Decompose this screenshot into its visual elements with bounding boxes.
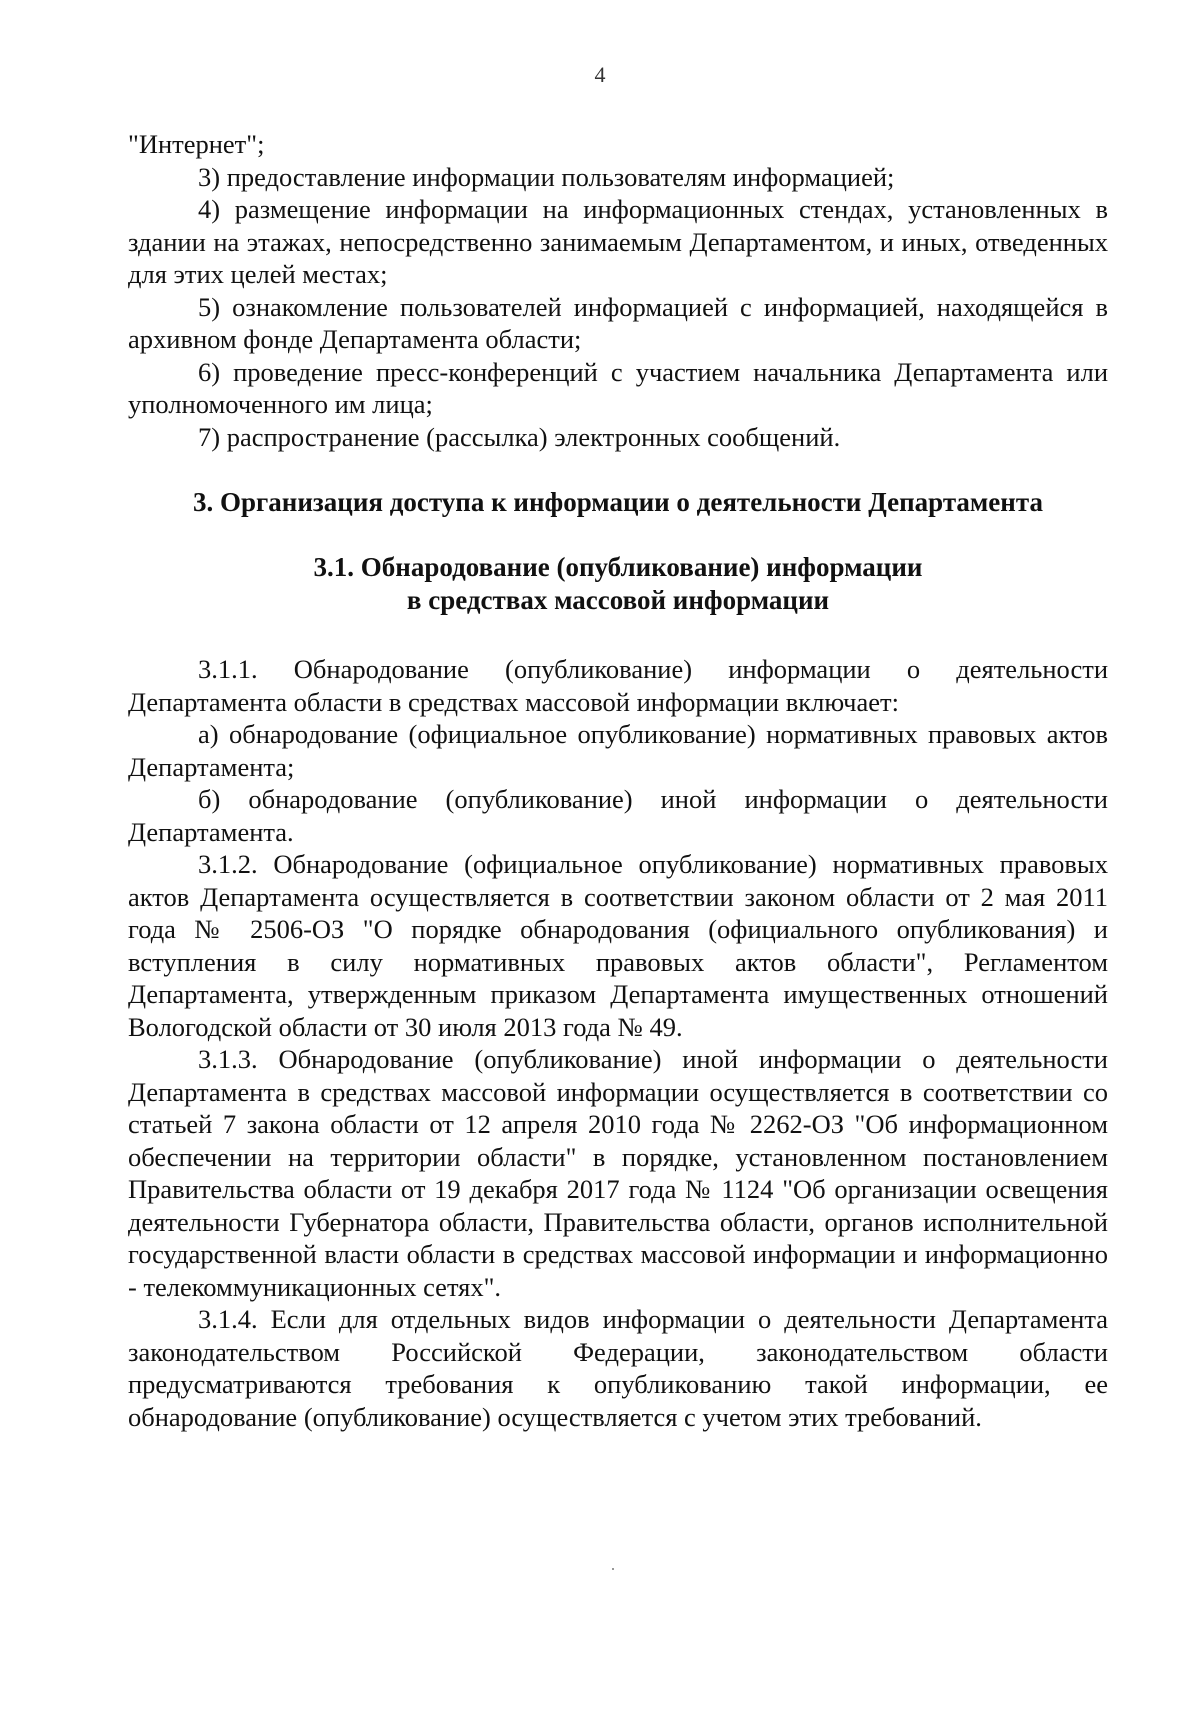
list-item-7: 7) распространение (рассылка) электронных сообщений. [198,421,841,452]
list-item-5: 5) ознакомление пользователей информацией с информацией, находящейся в архивном фонде Департамента области; [128,291,1108,354]
page-number: 4 [594,62,606,87]
paragraph-3-1-1: 3.1.1. Обнародование (опубликование) информации о деятельности Департамента области в средствах массовой информации включает: [128,654,1108,717]
paragraph-3-1-1-a: а) обнародование (официальное опубликование) нормативных правовых актов Департамента; [128,719,1108,782]
intro-line-continuation: "Интернет"; [128,129,265,159]
list-item-3: 3) предоставление информации пользователям информацией; [198,161,895,192]
paragraph-3-1-1-b: б) обнародование (опубликование) иной информации о деятельности Департамента. [128,784,1108,847]
paragraph-3-1-2: 3.1.2. Обнародование (официальное опубликование) нормативных правовых актов Департамента осуществляется в соответствии законом области от 2 мая 2011 года № 2506-ОЗ "О порядке обнародования (официального опубликования) и вступления в силу нормативных правовых актов области", Регламентом Департамента, утвержденным приказом Департамента имущественных отношений Вологодской области от 30 июля 2013 года № 49. [128,849,1108,1042]
list-item-6: 6) проведение пресс-конференций с участием начальника Департамента или уполномоченного им лица; [128,356,1108,419]
scan-speck [612,1568,614,1570]
section-3-1-heading-line1: 3.1. Обнародование (опубликование) информации [313,552,923,582]
paragraph-3-1-3: 3.1.3. Обнародование (опубликование) иной информации о деятельности Департамента в средствах массовой информации осуществляется в соответствии со статьей 7 закона области от 12 апреля 2010 года № 2262-ОЗ "Об информационном обеспечении на территории области" в порядке, установленном постановлением Правительства области от 19 декабря 2017 года № 1124 "Об организации освещения деятельности Губернатора области, Правительства области, органов исполнительной государственной власти области в средствах массовой информации и информационно - телекоммуникационных сетях". [128,1044,1108,1302]
section-3-1-heading [128,551,1108,617]
paragraph-3-1-4: 3.1.4. Если для отдельных видов информации о деятельности Департамента законодательством Российской Федерации, законодательством области предусматриваются требования к опубликованию такой информации, ее обнародование (опубликование) осуществляется с учетом этих требований. [128,1304,1108,1432]
list-item-4: 4) размещение информации на информационных стендах, установленных в здании на этажах, непосредственно занимаемым Департаментом, и иных, отведенных для этих целей местах; [128,194,1108,289]
section-3-heading: 3. Организация доступа к информации о деятельности Департамента [193,487,1043,517]
section-3-1-heading-line2: в средствах массовой информации [406,585,830,615]
section-3-1-content [128,653,1108,1433]
document-body [128,128,1108,1433]
